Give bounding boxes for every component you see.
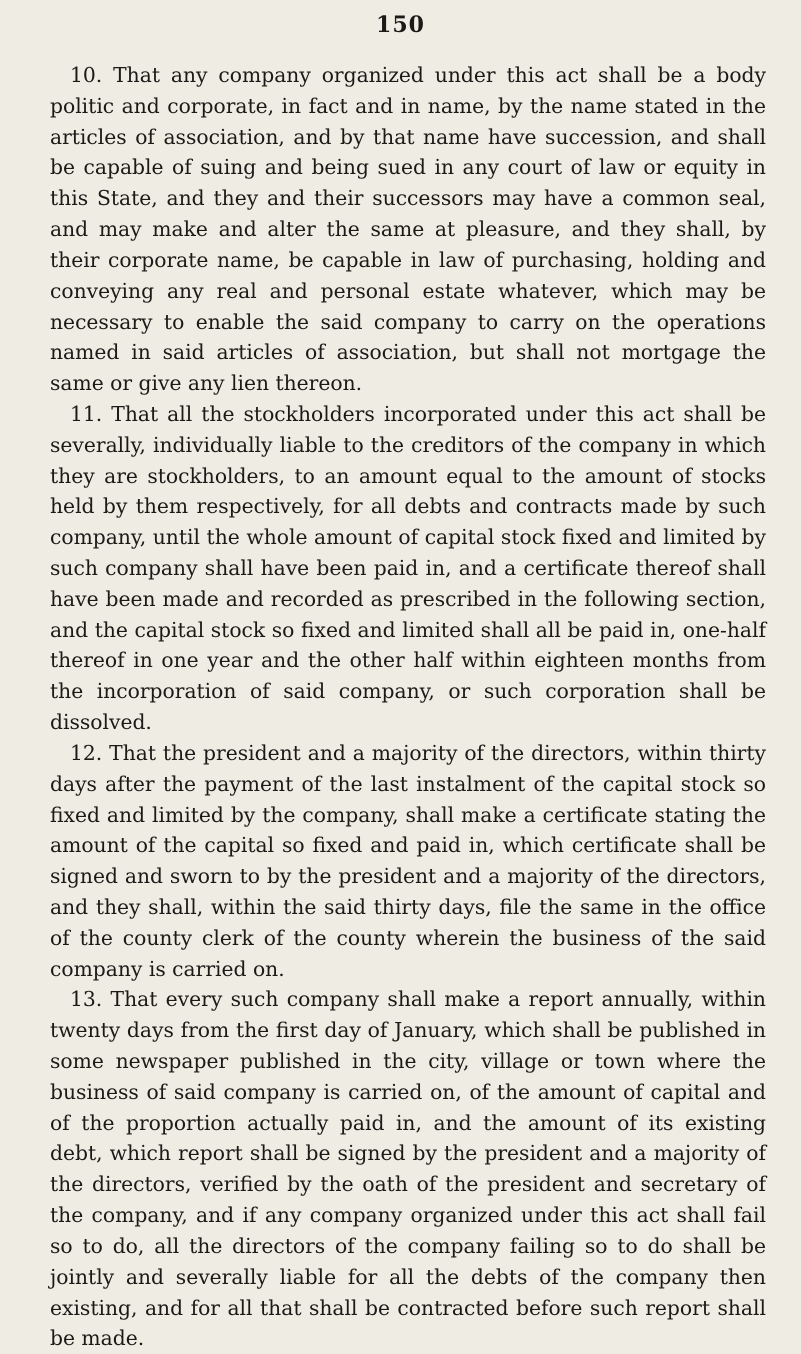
section-11-paragraph: 11. That all the stockholders incorporated under this act shall be severally, individually liable to the creditors of the company in which they are stockholders, to an amount equal to the amount of stocks held by them respectively, for all debts and contracts made by such company, until the whole amount of capital stock fixed and limited by such company shall have been paid in, and a certificate thereof shall have been made and recorded as prescribed in the following section, and the capital stock so fixed and limited shall all be paid in, one-half thereof in one year and the other half within eighteen months from the incorporation of said company, or such corporation shall be dissolved. — [50, 401, 766, 735]
section-13-paragraph: 13. That every such company shall make a report annually, within twenty days from the first day of January, which shall be published in some newspaper published in the city, village or town where the business of said company is carried on, of the amount of capital and of the proportion actually paid in, and the amount of its existing debt, which report shall be signed by the president and a majority of the directors, verified by the oath of the president and secretary of the company, and if any company organized under this act shall fail so to do, all the directors of the company failing so to do shall be jointly and severally liable for all the debts of the company then existing, and for all that shall be contracted before such report shall be made. — [50, 987, 766, 1351]
statute-text — [50, 60, 766, 1354]
page-number: 150 — [376, 12, 425, 38]
section-12-paragraph: 12. That the president and a majority of the directors, within thirty days after the payment of the last instalment of the capital stock so fixed and limited by the company, shall make a certificate stating the amount of the capital so fixed and paid in, which certificate shall be signed and sworn to by the president and a majority of the directors, and they shall, within the said thirty days, file the same in the office of the county clerk of the county wherein the business of the said company is carried on. — [50, 740, 766, 981]
section-10-paragraph: 10. That any company organized under this act shall be a body politic and corporate, in fact and in name, by the name stated in the articles of association, and by that name have succession, and shall be capable of suing and being sued in any court of law or equity in this State, and they and their successors may have a common seal, and may make and alter the same at pleasure, and they shall, by their corporate name, be capable in law of purchasing, holding and conveying any real and personal estate whatever, which may be necessary to enable the said company to carry on the operations named in said articles of association, but shall not mortgage the same or give any lien thereon. — [50, 63, 766, 396]
